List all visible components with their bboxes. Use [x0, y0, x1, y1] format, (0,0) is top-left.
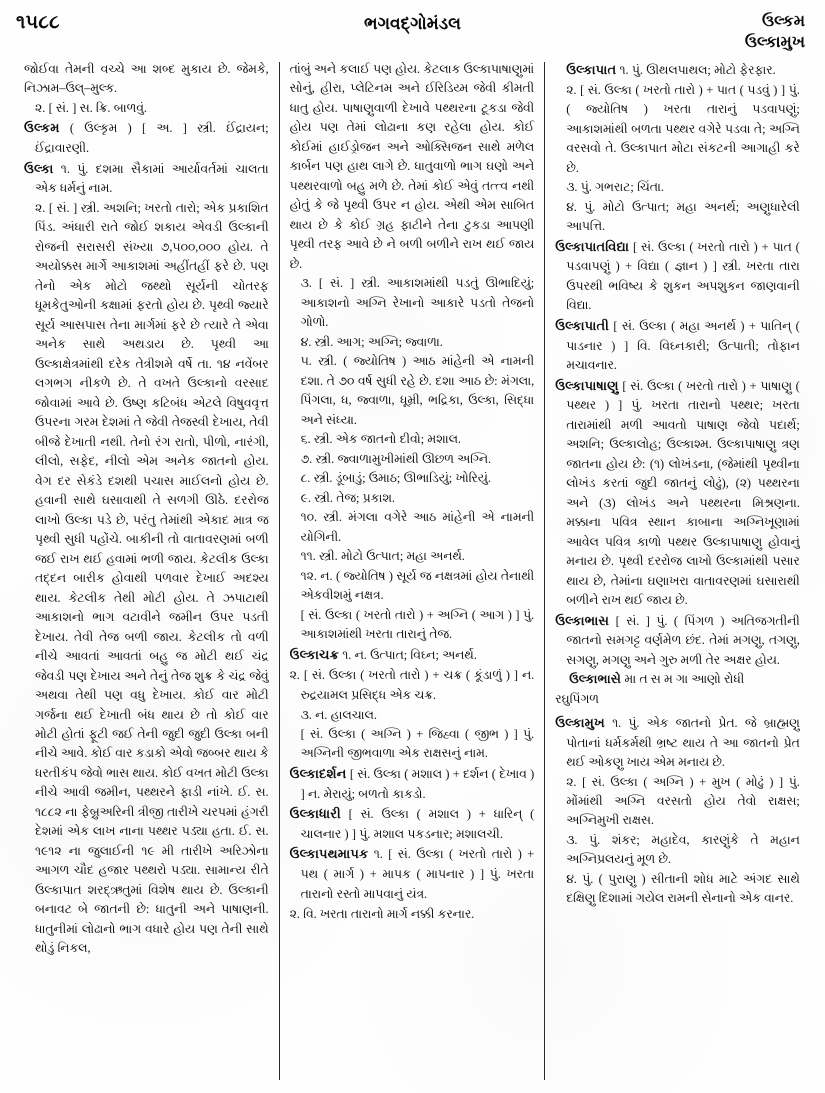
paragraph-text [24, 159, 269, 199]
sense-block [24, 99, 269, 118]
page-folio-number: ૧૫૮૮ [16, 12, 60, 33]
dictionary-entry-ulkam [24, 118, 269, 158]
paragraph-text: ૨. [ સં. ઉલ્કા ( ખરતો તારો ) + પાત ( પડવું ) ] પું. ( જ્યોતિષ ) ખરતા તારાનું પડવાપણું; આકાશમાંથી બળતા પથ્થર વગેરે પડવા તે; અગ્નિ વરસવો તે. ઉલ્કાપાત મોટા સંકટની આગાહી કરે છે. [566, 82, 800, 175]
sense-block [555, 773, 800, 831]
headword: ઉલ્કા [24, 160, 54, 176]
sense-block [290, 430, 535, 449]
paragraph-text: ૫. સ્ત્રી. ( જ્યોતિષ ) આઠ માંહેની એ નામની દશા. તે ૭૦ વર્ષ સુધી રહે છે. દશા આઠ છે: મંગલા, પિંગલા, ધ, જ્વાળા, ધૂમ્રી, ભદ્રિકા, ઉલ્કા, સિદ્ધા અને સંધ્યા. [300, 354, 535, 427]
paragraph-text [290, 904, 535, 925]
paragraph-text [555, 376, 800, 611]
headword: ઉલ્કાપથમાપક [289, 846, 369, 862]
guide-word-last: ઉલ્કામુખ [744, 34, 805, 52]
paragraph-text [290, 804, 535, 844]
paragraph-text: ૮. સ્ત્રી. ડૂંબાડું; ઉમાઠ; ઊભાડિયું; ખોરિયું. [300, 471, 491, 486]
sense-block [290, 606, 535, 645]
headword: ઉલ્કાભાસ [555, 612, 610, 628]
dictionary-entry-ulkadarshan [290, 804, 535, 844]
dictionary-entry-ulkapatvidya [555, 237, 800, 316]
column-3 [545, 60, 811, 1082]
headword: ઉલ્કાપાતવિદ્યા [555, 238, 630, 254]
headword: ઉલ્કાદર્શન [289, 765, 347, 781]
dictionary-entry-ulkajihva [290, 764, 535, 804]
dictionary-entry-ulkadhari [290, 844, 535, 904]
paragraph-text: [ સં. ઉલ્કા ( અગ્નિ ) + જિહ્વા ( જીભ ) ] પું. અગ્નિની જીભવાળા એક રાક્ષસનું નામ. [300, 727, 535, 761]
verse-citation [555, 670, 800, 709]
column-container [14, 60, 811, 1082]
sense-block [555, 831, 800, 870]
paragraph-text [555, 60, 800, 81]
dictionary-entry-ulkabhas [555, 611, 800, 671]
paragraph-text: ૧૦. સ્ત્રી. મંગલા વગેરે આઠ માંહેની એ નામની યોગિની. [300, 510, 535, 544]
definition-text: ૧. [ સં. ઉલ્કા ( ખરતો તારો ) + પથ ( માર્ગ ) + માપક ( માપનાર ) ] પું. ખરતા તારાનો રસ્તો માપવાનું યંત્ર. [300, 847, 535, 901]
paragraph-text [290, 645, 535, 666]
paragraph-text: ૪. સ્ત્રી. આગ; અગ્નિ; જ્વાળા. [300, 334, 443, 349]
dictionary-entry-ulkapathmapak [290, 904, 535, 925]
sense-block [290, 567, 535, 606]
sense-block [290, 274, 535, 332]
paragraph-text: ૩. [ સં. ] સ્ત્રી. આકાશમાંથી પડતું ઊભાદિયું; આકાશનો અગ્નિ રેખાનો આકારે પડતો તેજનો ગોળો. [300, 276, 535, 330]
definition-text: ૨. વિ. ખરતા તારાનો માર્ગ નક્કી કરનાર. [289, 907, 475, 922]
dictionary-entry-ulkapati [555, 316, 800, 376]
definition-text: [ સં. ઉલ્કા ( ખરતો તારો ) + પાષાણુ ( પથ્થર ) ] પું. ખરતા તારાનો પથ્થર; ખરતા તારામાંથી મળી આવતો પાષાણ જેવો પદાર્થ; અશનિ; ઉલ્કાલોહ; ઉલ્કાશ્મ. ઉલ્કાપાષાણુ ત્રણ જાતના હોય છે: (૧) લોખંડના, (જેમાંથી પૃથ્વીના લોખંડ કરતાં જુદી જાતનું લોઢું), (૨) પથ્થરના અને (૩) લોખંડ અને પથ્થરના મિશ્રણના. મક્કાના પવિત્ર સ્થાન કાબાના અગ્નિખૂણામાં આવેલ પવિત્ર કાળો પથ્થર ઉલ્કાપાષાણુ હોવાનું મનાય છે. પૃથ્વી દરરોજ લાખો ઉલ્કામાંથી પસાર થાય છે, તેમાંના ઘણાખરા વાતાવરણમાં ઘસારાથી બળીને રાખ થઈ જાય છે. [566, 378, 800, 608]
citation-source: રઘુપિંગળ [555, 692, 599, 707]
sense-block [555, 870, 800, 909]
column-2 [280, 60, 546, 1082]
guide-words [745, 11, 805, 53]
definition-text: ( ઉલ્કૃમ ) [ અ. ] સ્ત્રી. ઈંદ્રાયન; ઈંદ્રાવારણી. [35, 121, 269, 156]
paragraph-text: ૨. [ સં. ] સ્ત્રી. અશનિ; ખરતો તારો; એક પ્રકાશિત પિંડ. અંધારી રાતે જોઈ શકાય એવડી ઉલ્કાની રોજની સરાસરી સંખ્યા ૭,૫૦૦,૦૦૦ હોય. તે અયોક્કસ માર્ગે આકાશમાં અહીંતહીં ફરે છે. પણ તેનો એક મોટો જથ્થો સૂર્યની ચોતરફ ધૂમકેતુઓની કક્ષામાં ફરતો હોય છે. પૃથ્વી જ્યારે સૂર્ય આસપાસ તેના માર્ગમાં ફરે છે ત્યારે તે એવા અનેક સાથે અથડાય છે. પૃથ્વી આ ઉલ્કાક્ષેત્રમાંથી દરેક તેત્રીશમે વર્ષે તા. ૧૪ નવેંબર લગભગ નીકળે છે. તે વખતે ઉલ્કાનો વરસાદ જોવામાં આવે છે. ઉષ્ણ કટિબંધ એટલે વિષુવવૃત્ત ઉપરના ગરમ દેશમાં તે જેવી તેજસ્વી દેખાય, તેવી બીજે દેખાતી નથી. તેનો રંગ રાતો, પીળો, નારંગી, લીલો, સફેદ, નીલો એમ અનેક જાતનો હોય. વેગ દર સેકંડે દશથી પચાસ માઈલનો હોય છે. હવાની સાથે ઘસાવાથી તે સળગી ઊઠે. દરરોજ લાખો ઉલ્કા પડે છે, પરંતુ તેમાંથી એકાદ માત્ર જ પૃથ્વી સુધી પહોંચે. બાકીની તો વાતાવરણમાં બળી જઈ રાખ થઈ હવામાં ભળી જાય. કેટલીક ઉલ્કા તદ્દન બારીક હોવાથી પળવાર દેખાઈ અદશ્ય થાય. કેટલીક તેથી મોટી હોય. તે ઝપાટાથી આકાશનો ભાગ વટાવીને જમીન ઉપર પડતી દેખાય. તેવી તેજ બળી જાય. કેટલીક તો વળી નીચે આવતાં આવતાં બહુ જ મોટી થઈ ચંદ્ર જેવડી પણ દેખાય અને તેનું તેજ શુક્ર કે ચંદ્ર જેવું અથવા તેથી પણ વધુ દેખાય. કોઈ વાર મોટી ગર્જના થઈ દેખાતી બંધ થાય છે તો કોઈ વાર મોટી હોતાં ફૂટી જઈ તેની જુદી જુદી ઉલ્કા બની નીચે આવે. કોઈ વાર કડાકો એવો જબ્બર થાય કે ધરતીકંપ જેવો ભાસ થાય. કોઈ વખત મોટી ઉલ્કા નીચે આવી જમીન, પથ્થરને ફાડી નાંખે. ઈ. સ. ૧૮૮૨ ના ફેબ્રુઅરિની ત્રીજી તારીખે ચરપમાં હંગરી દેશમાં એક લાખ નાના પથ્થર પડ્યા હતા. ઈ. સ. ૧૯૧૨ ના જુલાઈની ૧૯ મી તારીખે અરિઝોના આગળ ચૌદ હજાર પથ્થરો પડ્યા. સામાન્ય રીતે ઉલ્કાપાત શરદ્ઋતુમાં વિશેષ થાય છે. ઉલ્કાની બનાવટ બે જાતની છે: ધાતુની અને પાષાણની. ધાતુનીમાં લોઢાનો ભાગ વધારે હોય પણ તેની સાથે થોડું નિકલ, [35, 200, 269, 956]
definition-text: ૧. ન. ઉત્પાત; વિઘ્ન; અનર્થ. [338, 647, 477, 662]
citation-text: મા ત સ મ ગા આણો રોધી [621, 672, 745, 687]
citation-headword: ઉલ્કાભાસે [569, 672, 622, 687]
sense-block [290, 725, 535, 764]
dictionary-entry-ulka [24, 159, 269, 199]
headword: ઉલ્કાચક્ર [289, 646, 339, 662]
paragraph-text [290, 764, 535, 804]
column-1 [14, 60, 280, 1082]
headword: ઉલ્કાધારી [289, 806, 341, 822]
paragraph-text: ૬. સ્ત્રી. એક જાતનો દીવો; મશાલ. [300, 432, 461, 447]
headword: ઉલ્કાપાતી [555, 317, 609, 333]
dictionary-entry-ulkapat [555, 60, 800, 81]
headword: ઉલ્કમ [24, 120, 60, 136]
paragraph-text: ૩. પું. શંકર; મહાદેવ, કારણુંકે તે મહાન અગ્નિપ્રલયનું મૂળ છે. [566, 832, 800, 867]
paragraph-text: ૨. [ સં. ઉલ્કા ( અગ્નિ ) + મુખ ( મોઢું ) ] પું. મોંમાંથી અગ્નિ વરસતો હોય તેવો રાક્ષસ; અગ્નિમુખી રાક્ષસ. [566, 774, 800, 828]
headword: ઉલ્કાપાષાણુ [555, 377, 619, 393]
sense-block [24, 199, 269, 959]
paragraph-text: ૧૨. ન. ( જ્યોતિષ ) સૂર્ય જ નક્ષત્રમાં હોય તેનાથી એકવીશમું નક્ષત્ર. [300, 568, 535, 603]
paragraph-text [24, 118, 269, 158]
sense-block [290, 352, 535, 430]
paragraph-text: [ સં. ઉલ્કા ( ખરતો તારો ) + અગ્નિ ( આગ ) ] પું. આકાશમાંથી ખરતા તારાનું તેજ. [300, 607, 535, 642]
sense-block [555, 81, 800, 178]
dictionary-entry-ulkagni [290, 645, 535, 666]
paragraph-text: ૪. પું. ( પુરાણુ ) સીતાની શોધ માટે અંગદ સાથે દક્ષિણુ દિશામાં ગયેલ રામની સેનાનો એક વાનર. [566, 871, 800, 906]
running-head [14, 10, 811, 54]
definition-text: ૧. પું. એક જાતનો પ્રેત. જે બ્રાહ્મણુ પોતાનાં ધર્મકર્મથી ભ્રષ્ટ થાય તે આ જાતનો પ્રેત થઈ ઓકણુ ખાય એમ મનાય છે. [566, 715, 800, 770]
guide-word-first: ઉલ્કમ [761, 13, 805, 30]
dictionary-entry-ulkachakra [290, 665, 535, 705]
sense-block [555, 178, 800, 197]
sense-block [290, 489, 535, 508]
definition-text: [ સં. ઉલ્કા ( મશાલ ) + ધારિન્ ( ચાલનાર ) ] પું. મશાલ પકડનાર; મશાલચી. [300, 807, 535, 841]
definition-text: [ સં. ] પું. ( પિંગળ ) અતિજગતીની જાતનો સમગટ્ટ વર્ણમેળ છંદ. તેમાં મગણુ, તગણુ, સગણુ, મગણુ અને ગુરુ મળી તેર અક્ષર હોય. [566, 613, 800, 667]
definition-text: [ સં. ઉલ્કા ( મહા અનર્થ ) + પાતિન્ ( પાડનાર ) ] વિ. વિઘ્નકારી; ઉત્પાતી; તોફાન મચાવનાર. [566, 318, 800, 373]
definition-text: ૧. પું. ઊથલપાથલ; મોટો ફેરફાર. [616, 63, 776, 77]
sense-block [290, 547, 535, 566]
paragraph-text: ૩. પું. ગભરાટ; ચિંતા. [566, 180, 664, 195]
dictionary-entry-ulkapashanu [555, 376, 800, 611]
paragraph-text [290, 665, 535, 705]
definition-text: ૧. પું. દશમા સૈકામાં આર્યાવર્તમાં ચાલતા એક ધર્મનું નામ. [35, 161, 269, 196]
definition-text: ૨. [ સં. ઉલ્કા ( ખરતો તારો ) + ચક્ર ( કૂંડાળું ) ] ન. રુદ્રયામલ પ્રસિદ્ધ એક ચક્ર. [289, 668, 535, 703]
paragraph-text: ૨. [ સં. ] સ. ક્રિ. બાળવું. [35, 100, 147, 115]
sense-block [290, 706, 535, 725]
paragraph-text [290, 844, 535, 904]
paragraph-text: ૯. સ્ત્રી. તેજ; પ્રકાશ. [300, 490, 395, 505]
definition-text: [ સં. ઉલ્કા ( મશાલ ) + દર્શન ( દેખાવ ) ] ન. મેરાયું; બળતો કાકડો. [300, 766, 535, 801]
sense-block [290, 508, 535, 547]
paragraph-text: ૪. પું. મોટો ઉત્પાત; મહા અનર્થ; અણુધારેલી આપત્તિ. [566, 199, 800, 234]
paragraph-text: ૧૧. સ્ત્રી. મોટો ઉત્પાત; મહા અનર્થ. [300, 549, 465, 564]
paragraph-text: જોઈવા તેમની વચ્ચે આ શબ્દ મુકાય છે. જેમકે, નિઝામ–ઉલ્‌–મુલ્ક. [24, 62, 269, 96]
headword: ઉલ્કામુખ [555, 714, 605, 730]
headword: ઉલ્કાપાત [566, 62, 617, 77]
paragraph-text: ૩. ન. હાલચાલ. [300, 707, 377, 722]
paragraph-text [555, 316, 800, 376]
sense-block [290, 333, 535, 352]
definition-text: [ સં. ઉલ્કા ( ખરતો તારો ) + પાત ( પડવાપણું ) + વિદ્યા ( જ્ઞાન ) ] સ્ત્રી. ખરતા તારા ઉપરથી ભવિષ્ય કે શુકન અપશુકન જાણવાની વિદ્યા. [566, 239, 800, 313]
paragraph-text: ૭. સ્ત્રી. જ્વાળામુખીમાંથી ઊછળ અગ્નિ. [300, 451, 492, 466]
running-title: ભગવદ્ગોમંડલ [364, 14, 461, 33]
entry-continuation [24, 60, 269, 99]
paragraph-text [555, 237, 800, 316]
paragraph-text [555, 611, 800, 671]
paragraph-text [555, 713, 800, 773]
citation-line [555, 670, 800, 690]
sense-block [555, 198, 800, 237]
entry-continuation [290, 60, 535, 274]
sense-block [290, 469, 535, 488]
paragraph-text: તાંબું અને કલાઈ પણ હોય. કેટલાક ઉલ્કાપાષાણુમાં સોનું, હીરા, પ્લેટિનમ અને ઈરિડિય્મ જેવી કીમતી ધાતુ હોય. પાષાણુવાળી દેખાવે પથ્થરના ટૂકડા જેવી હોય પણ તેમાં લોઢાના કણ રહેલા હોય. કોઈ કોઈમાં હાઈડ્રોજન અને ઓક્સિજન સાથે મળેલ કાર્બન પણ હાથ લાગે છે. ધાતુવાળો ભાગ ઘણો અને પથ્થરવાળો બહુ મળે છે. તેમાં કોઈ એવું તત્ત્વ નથી હોતું કે જે પૃથ્વી ઉપર ન હોય. એથી એમ સાબિત થાય છે કે કોઈ ગ્રહ ફાટીને તેના ટુકડા આપણી પૃથ્વી તરફ આવે છે ને બળી બળીને રાખ થઈ જાય છે. [289, 62, 535, 271]
dictionary-entry-ulkamukh [555, 713, 800, 773]
sense-block [290, 450, 535, 469]
